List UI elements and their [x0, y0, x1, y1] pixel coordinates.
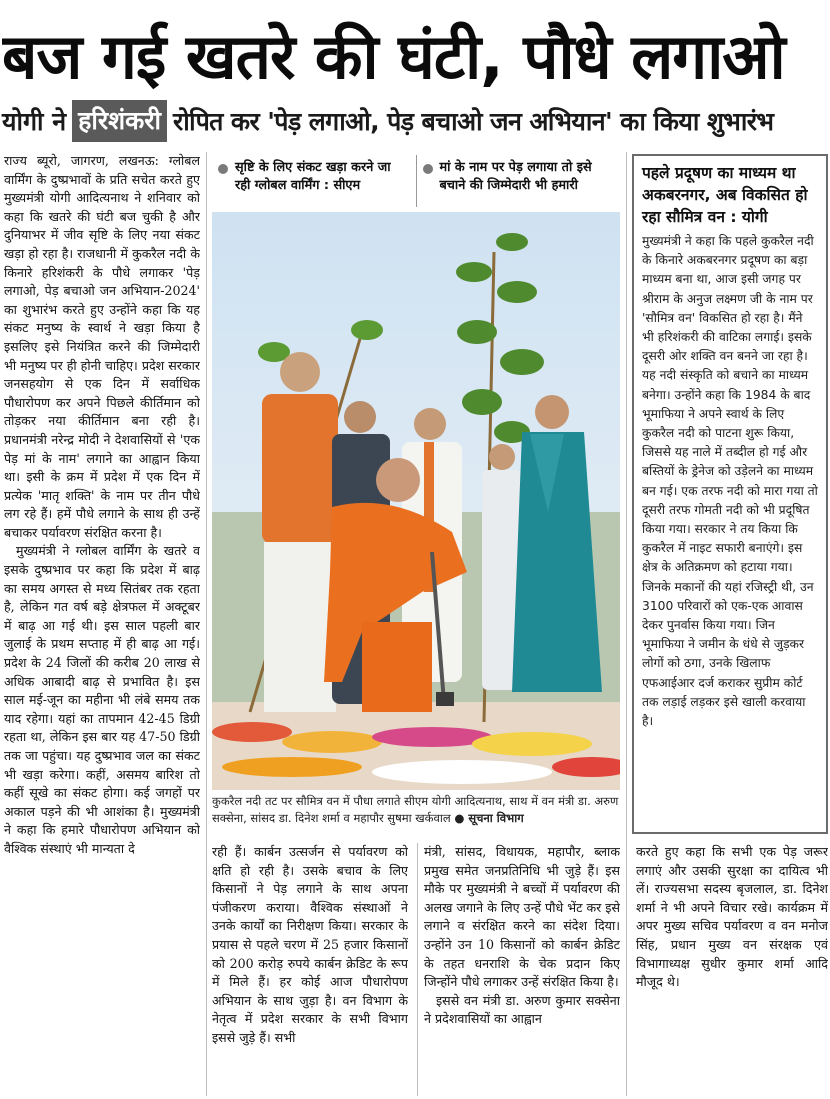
article-paragraph: राज्य ब्यूरो, जागरण, लखनऊ: ग्लोबल वार्मिंग के दुष्प्रभावों के प्रति सचेत करते हुए मुख्यमंत्री योगी आदित्यनाथ ने शनिवार को कहा कि खतरे की घंटी बज चुकी है और दुनियाभर में जीव सृष्टि के लिए नया संकट खड़ा हो रहा है। राजधानी में कुकरैल नदी के किनारे हरिशंकरी के पौधे लगाकर 'पेड़ लगाओ, पेड़ बचाओ जन अभियान-2024' का शुभारंभ करते हुए उन्होंने कहा कि यह संकट मनुष्य के स्वार्थ ने खड़ा किया है इसलिए इसे नियंत्रित करने की जिम्मेदारी भी मनुष्य पर ही होनी चाहिए। प्रदेश सरकार जनसहयोग से एक दिन में सर्वाधिक पौधारोपण कर अपने पिछले कीर्तिमान को तोड़कर नया कीर्तिमान बना रही है। प्रधानमंत्री नरेन्द्र मोदी ने देशवासियों से 'एक पेड़ मां के नाम' लगाने का आह्वान किया था। इसी के क्रम में प्रदेश में एक दिन में प्रत्येक 'मातृ शक्ति' के नाम पर तीन पौधे लग रहे हैं। हमें पौधे लगाने के साथ ही उन्हें बचाकर पर्यावरण संरक्षित करना है। [4, 153, 200, 540]
article-paragraph: मुख्यमंत्री ने ग्लोबल वार्मिंग के खतरे व इसके दुष्प्रभाव पर कहा कि प्रदेश में बाढ़ का समय अगस्त से मध्य सितंबर तक रहता है, लेकिन गत वर्ष बड़े क्षेत्रफल में अक्टूबर में बाढ़ आ गई थी। इस साल पहली बार जुलाई के प्रथम सप्ताह में ही बाढ़ आ गई। प्रदेश के 24 जिलों की करीब 20 लाख से अधिक आबादी बाढ़ से प्रभावित है। इस साल मई-जून का महीना भी लंबे समय तक याद रहेगा। यहां का तापमान 42-45 डिग्री रहता था, लेकिन इस बार यह 47-50 डिग्री तक जा पहुंचा। यह दुष्प्रभाव जल का संकट भी खड़ा करेगा। कहीं, असमय बारिश तो कहीं सूखे का संकट होगा। कई जगहों पर अकाल पड़ने की भी आशंका है। मुख्यमंत्री ने कहा कि हमारे पौधारोपण अभियान को वैश्विक संस्थाएं भी मान्यता दे [4, 543, 200, 856]
article-column-left [4, 152, 200, 1096]
bullet-icon [218, 164, 228, 174]
photo-credit: ● सूचना विभाग [454, 811, 524, 825]
pull-quote-text: मां के नाम पर पेड़ लगाया तो इसे बचाने की जिम्मेदारी भी हमारी [439, 160, 592, 193]
column-rule [206, 152, 207, 1096]
article-paragraph: करते हुए कहा कि सभी एक पेड़ जरूर लगाएं और उसकी सुरक्षा का दायित्व भी लें। राज्यसभा सदस्य बृजलाल, डा. दिनेश शर्मा ने भी अपने विचार रखे। कार्यक्रम में अपर मुख्य सचिव पर्यावरण व वन मनोज सिंह, प्रधान मुख्य वन संरक्षक एवं विभागाध्यक्ष सुधीर कुमार शर्मा आदि मौजूद थे। [636, 844, 828, 990]
subhead-highlight: हरिशंकरी [72, 100, 167, 142]
pull-quote [416, 155, 621, 207]
sidebar-title: पहले प्रदूषण का माध्यम था अकबरनगर, अब विकसित हो रहा सौमित्र वन : योगी [642, 164, 808, 226]
column-rule [417, 843, 418, 1096]
article-column-b2 [212, 843, 408, 1096]
headline: बज गई खतरे की घंटी, पौधे लगाओ [2, 20, 785, 93]
article-column-b4 [636, 843, 828, 1096]
sidebar-box [632, 154, 828, 834]
article-paragraph: मंत्री, सांसद, विधायक, महापौर, ब्लाक प्रमुख समेत जनप्रतिनिधि भी जुड़े हैं। इस मौके पर मुख्यमंत्री ने बच्चों में पर्यावरण की अलख जगाने के लिए उन्हें पौधे भेंट कर इसे लगाने व संरक्षित करने का संदेश दिया। उन्होंने उन 10 किसानों को कार्बन क्रेडिट के तहत धनराशि के चेक प्रदान किए जिन्होंने पौधे लगाकर उन्हें संरक्षित किया है। [424, 844, 620, 990]
caption-text: कुकरैल नदी तट पर सौमित्र वन में पौधा लगाते सीएम योगी आदित्यनाथ, साथ में वन मंत्री डा. अरुण सक्सेना, सांसद डा. दिनेश शर्मा व महापौर सुषमा खर्कवाल [212, 794, 619, 825]
column-rule [626, 152, 627, 1096]
bullet-icon [423, 164, 433, 174]
sidebar-body: मुख्यमंत्री ने कहा कि पहले कुकरैल नदी के किनारे अकबरनगर प्रदूषण का बड़ा माध्यम बना था, आज इसी जगह पर श्रीराम के अनुज लक्ष्मण जी के नाम पर 'सौमित्र वन' विकसित हो रहा है। मैंने भी हरिशंकरी की वाटिका लगाई। इसके दूसरी ओर शक्ति वन बनने जा रहा है। यह नदी संस्कृति को बचाने का माध्यम बनेगा। उन्होंने कहा कि 1984 के बाद भूमाफिया ने अपने स्वार्थ के लिए कुकरैल नदी को पाटना शुरू किया, जिससे यह नाले में तब्दील हो गई और बस्तियों के ड्रेनेज को उड़ेलने का माध्यम बन गई। एक तरफ नदी को मारा गया तो दूसरी तरफ गोमती नदी को भी प्रदूषित किया गया। सरकार ने तय किया कि कुकरैल में नाइट सफारी बनाएंगे। इस क्षेत्र के अतिक्रमण को हटाया गया। जिनके मकानों की यहां रजिस्ट्री थी, उन 3100 परिवारों को एक-एक आवास देकर पुनर्वास किया गया। जिन भूमाफिया ने जमीन के धंधे से जुड़कर लोगों को ठगा, उनके खिलाफ एफआईआर दर्ज कराकर सुप्रीम कोर्ट तक लड़ाई लड़कर इसे खाली करवाया है। [642, 234, 818, 729]
article-paragraph: रही हैं। कार्बन उत्सर्जन से पर्यावरण को क्षति हो रही है। उसके बचाव के लिए किसानों ने पेड़ लगाने के साथ अपना पंजीकरण कराया। वैश्विक संस्थाओं ने उनके कार्यों का निरीक्षण किया। सरकार के प्रयास से पहले चरण में 25 हजार किसानों को 200 करोड़ रुपये कार्बन क्रेडिट के रूप में मिले हैं। हर कोई आज पौधारोपण अभियान के साथ जुड़ा है। वन विभाग के नेतृत्व में प्रदेश सरकार के सभी विभाग इससे जुड़े हैं। सभी [212, 844, 408, 1045]
subhead-before: योगी ने [2, 107, 67, 136]
news-photo [212, 212, 620, 790]
subhead-after: रोपित कर 'पेड़ लगाओ, पेड़ बचाओ जन अभियान' का किया शुभारंभ [173, 107, 774, 136]
pull-quote [212, 155, 416, 207]
article-column-b3 [424, 843, 620, 1096]
pull-quote-text: सृष्टि के लिए संकट खड़ा करने जा रही ग्लोबल वार्मिंग : सीएम [235, 160, 391, 193]
pull-quotes [212, 155, 620, 207]
tree-planting-photo [212, 212, 620, 790]
photo-caption [212, 793, 620, 835]
article-paragraph: इससे वन मंत्री डा. अरुण कुमार सक्सेना ने प्रदेशवासियों का आह्वान [424, 992, 620, 1027]
subheadline [0, 100, 830, 142]
